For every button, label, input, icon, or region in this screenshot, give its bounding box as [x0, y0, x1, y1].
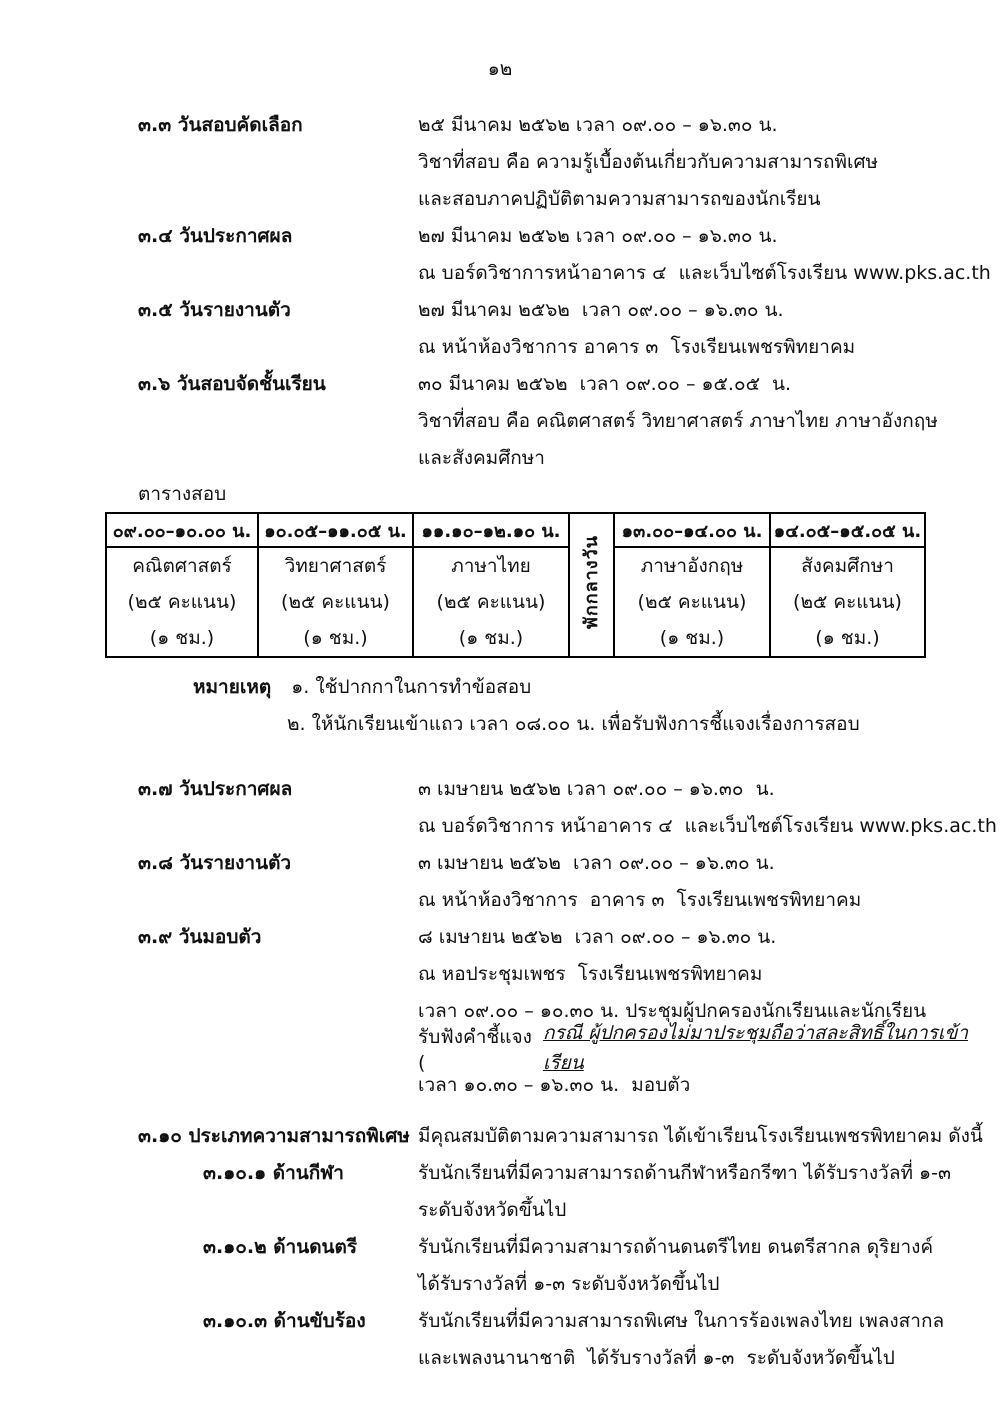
exam-table-header-row	[106, 513, 925, 547]
schedule-sections-mid	[0, 770, 1000, 1103]
section-3-3	[0, 106, 1000, 217]
section-line: ๓๐ มีนาคม ๒๕๖๒ เวลา ๐๙.๐๐ – ๑๕.๐๕ น.	[418, 372, 792, 395]
subject-duration: (๑ ชม.)	[815, 627, 880, 649]
section-line: ๓ เมษายน ๒๕๖๒ เวลา ๐๙.๐๐ – ๑๖.๓๐ น.	[418, 777, 775, 800]
section-line: รับนักเรียนที่มีความสามารถด้านกีฬาหรือกรีฑา ได้รับรางวัลที่ ๑-๓	[418, 1161, 951, 1184]
section-3-10-2	[0, 1228, 1000, 1302]
clause-prefix: รับฟังคำชี้แจง (	[418, 1025, 538, 1074]
time-slot-header: ๑๔.๐๕–๑๕.๐๕ น.	[770, 513, 925, 547]
subsection-label: ๓.๑๐.๒ ด้านดนตรี	[203, 1235, 358, 1258]
section-line: ๘ เมษายน ๒๕๖๒ เวลา ๐๙.๐๐ – ๑๖.๓๐ น.	[418, 925, 777, 948]
subsection-label: ๓.๑๐.๑ ด้านกีฬา	[203, 1161, 344, 1184]
section-line: ณ หน้าห้องวิชาการ อาคาร ๓ โรงเรียนเพชรพิทยาคม	[418, 335, 856, 358]
subject-score: (๒๕ คะแนน)	[793, 591, 902, 613]
section-label: ๓.๗ วันประกาศผล	[138, 777, 293, 800]
section-3-4	[0, 217, 1000, 291]
exam-table-title: ตารางสอบ	[138, 483, 227, 505]
subject-name: ภาษาไทย	[451, 555, 531, 577]
section-label: ๓.๑๐ ประเภทความสามารถพิเศษ	[138, 1124, 410, 1147]
section-content	[418, 918, 1000, 1103]
time-slot-header: ๑๓.๐๐–๑๔.๐๐ น.	[614, 513, 770, 547]
section-line: ณ บอร์ดวิชาการหน้าอาคาร ๔ และเว็บไซต์โรงเรียน www.pks.ac.th	[418, 261, 991, 284]
section-line: มีคุณสมบัติตามความสามารถ ได้เข้าเรียนโรงเรียนเพชรพิทยาคม ดังนี้	[418, 1124, 983, 1147]
section-content	[418, 106, 1000, 217]
exam-table	[105, 512, 926, 658]
section-line: วิชาที่สอบ คือ ความรู้เบื้องต้นเกี่ยวกับความสามารถพิเศษ	[418, 150, 879, 173]
section-3-8	[0, 844, 1000, 918]
subject-cell	[770, 547, 925, 657]
section-line-clause	[418, 1021, 1000, 1074]
exam-table-subject-row	[106, 547, 925, 657]
lunch-break-cell	[569, 513, 614, 657]
subject-cell	[413, 547, 569, 657]
section-line: รับนักเรียนที่มีความสามารถด้านดนตรีไทย ดนตรีสากล ดุริยางค์	[418, 1235, 934, 1258]
schedule-sections-top	[0, 106, 1000, 476]
section-line: ณ หน้าห้องวิชาการ อาคาร ๓ โรงเรียนเพชรพิทยาคม	[418, 888, 862, 911]
section-line: ณ บอร์ดวิชาการ หน้าอาคาร ๔ และเว็บไซต์โรงเรียน www.pks.ac.th	[418, 814, 997, 837]
subject-duration: (๑ ชม.)	[659, 627, 725, 649]
subject-duration: (๑ ชม.)	[458, 627, 524, 649]
page-number: ๑๒	[487, 58, 513, 80]
section-label: ๓.๘ วันรายงานตัว	[138, 851, 292, 874]
section-content	[418, 1302, 1000, 1376]
time-slot-header: ๐๙.๐๐–๑๐.๐๐ น.	[106, 513, 258, 547]
section-line: เวลา ๐๙.๐๐ – ๑๐.๓๐ น. ประชุมผู้ปกครองนักเรียนและนักเรียน	[418, 999, 927, 1022]
subject-duration: (๑ ชม.)	[303, 627, 368, 649]
section-line: ๒๗ มีนาคม ๒๕๖๒ เวลา ๐๙.๐๐ – ๑๖.๓๐ น.	[418, 224, 778, 247]
special-ability-block	[0, 1117, 1000, 1376]
section-label: ๓.๔ วันประกาศผล	[138, 224, 293, 247]
subject-cell	[258, 547, 413, 657]
time-slot-header: ๑๑.๑๐–๑๒.๑๐ น.	[413, 513, 569, 547]
note-item-2: ๒. ให้นักเรียนเข้าแถว เวลา ๐๘.๐๐ น. เพื่อรับฟังการชี้แจงเรื่องการสอบ	[287, 712, 860, 735]
notes-block	[0, 668, 1000, 742]
section-3-10-3	[0, 1302, 1000, 1376]
subject-name: คณิตศาสตร์	[132, 555, 232, 577]
section-content	[418, 770, 1000, 844]
subject-name: วิทยาศาสตร์	[284, 555, 387, 577]
section-line: วิชาที่สอบ คือ คณิตศาสตร์ วิทยาศาสตร์ ภาษาไทย ภาษาอังกฤษ	[418, 409, 938, 432]
section-3-6	[0, 365, 1000, 476]
section-line: ๒๕ มีนาคม ๒๕๖๒ เวลา ๐๙.๐๐ – ๑๖.๓๐ น.	[418, 113, 778, 136]
section-content	[418, 291, 1000, 365]
section-label: ๓.๙ วันมอบตัว	[138, 925, 262, 948]
section-line: ๓ เมษายน ๒๕๖๒ เวลา ๐๙.๐๐ – ๑๖.๓๐ น.	[418, 851, 775, 874]
underlined-clause: กรณี ผู้ปกครองไม่มาประชุมถือว่าสละสิทธิ์ในการเข้าเรียน	[542, 1021, 969, 1074]
section-content	[418, 217, 1000, 291]
subject-name: สังคมศึกษา	[801, 555, 894, 577]
section-content	[418, 365, 1000, 476]
section-content	[418, 1117, 1000, 1154]
section-3-5	[0, 291, 1000, 365]
section-label: ๓.๓ วันสอบคัดเลือก	[138, 113, 303, 136]
section-line: ระดับจังหวัดขึ้นไป	[418, 1198, 567, 1221]
section-line: และสังคมศึกษา	[418, 446, 545, 469]
subject-duration: (๑ ชม.)	[149, 627, 215, 649]
subject-score: (๒๕ คะแนน)	[637, 591, 747, 613]
section-line: ๒๗ มีนาคม ๒๕๖๒ เวลา ๐๙.๐๐ – ๑๖.๓๐ น.	[418, 298, 784, 321]
section-3-9	[0, 918, 1000, 1103]
subject-score: (๒๕ คะแนน)	[281, 591, 390, 613]
section-line: รับนักเรียนที่มีความสามารถพิเศษ ในการร้องเพลงไทย เพลงสากล	[418, 1309, 945, 1332]
section-line: และเพลงนานาชาติ ได้รับรางวัลที่ ๑-๓ ระดับจังหวัดขึ้นไป	[418, 1346, 895, 1369]
section-3-10	[0, 1117, 1000, 1154]
notes-label: หมายเหตุ	[193, 675, 272, 698]
section-content	[418, 844, 1000, 918]
time-slot-header: ๑๐.๐๕–๑๑.๐๕ น.	[258, 513, 413, 547]
lunch-break-label: พักกลางวัน	[581, 535, 602, 630]
section-line: และสอบภาคปฏิบัติตามความสามารถของนักเรียน	[418, 187, 821, 210]
subject-cell	[106, 547, 258, 657]
section-3-7	[0, 770, 1000, 844]
section-3-10-1	[0, 1154, 1000, 1228]
notes-line	[0, 668, 1000, 705]
section-content	[418, 1154, 1000, 1228]
section-line: ณ หอประชุมเพชร โรงเรียนเพชรพิทยาคม	[418, 962, 763, 985]
section-line: ได้รับรางวัลที่ ๑-๓ ระดับจังหวัดขึ้นไป	[418, 1272, 720, 1295]
subsection-label: ๓.๑๐.๓ ด้านขับร้อง	[203, 1309, 366, 1332]
section-label: ๓.๕ วันรายงานตัว	[138, 298, 291, 321]
subject-cell	[614, 547, 770, 657]
subject-score: (๒๕ คะแนน)	[436, 591, 546, 613]
section-line: เวลา ๑๐.๓๐ – ๑๖.๓๐ น. มอบตัว	[418, 1073, 691, 1096]
section-label: ๓.๖ วันสอบจัดชั้นเรียน	[138, 372, 326, 395]
subject-score: (๒๕ คะแนน)	[127, 591, 237, 613]
subject-name: ภาษาอังกฤษ	[640, 555, 744, 577]
section-content	[418, 1228, 1000, 1302]
note-item-1: ๑. ใช้ปากกาในการทำข้อสอบ	[291, 675, 532, 698]
